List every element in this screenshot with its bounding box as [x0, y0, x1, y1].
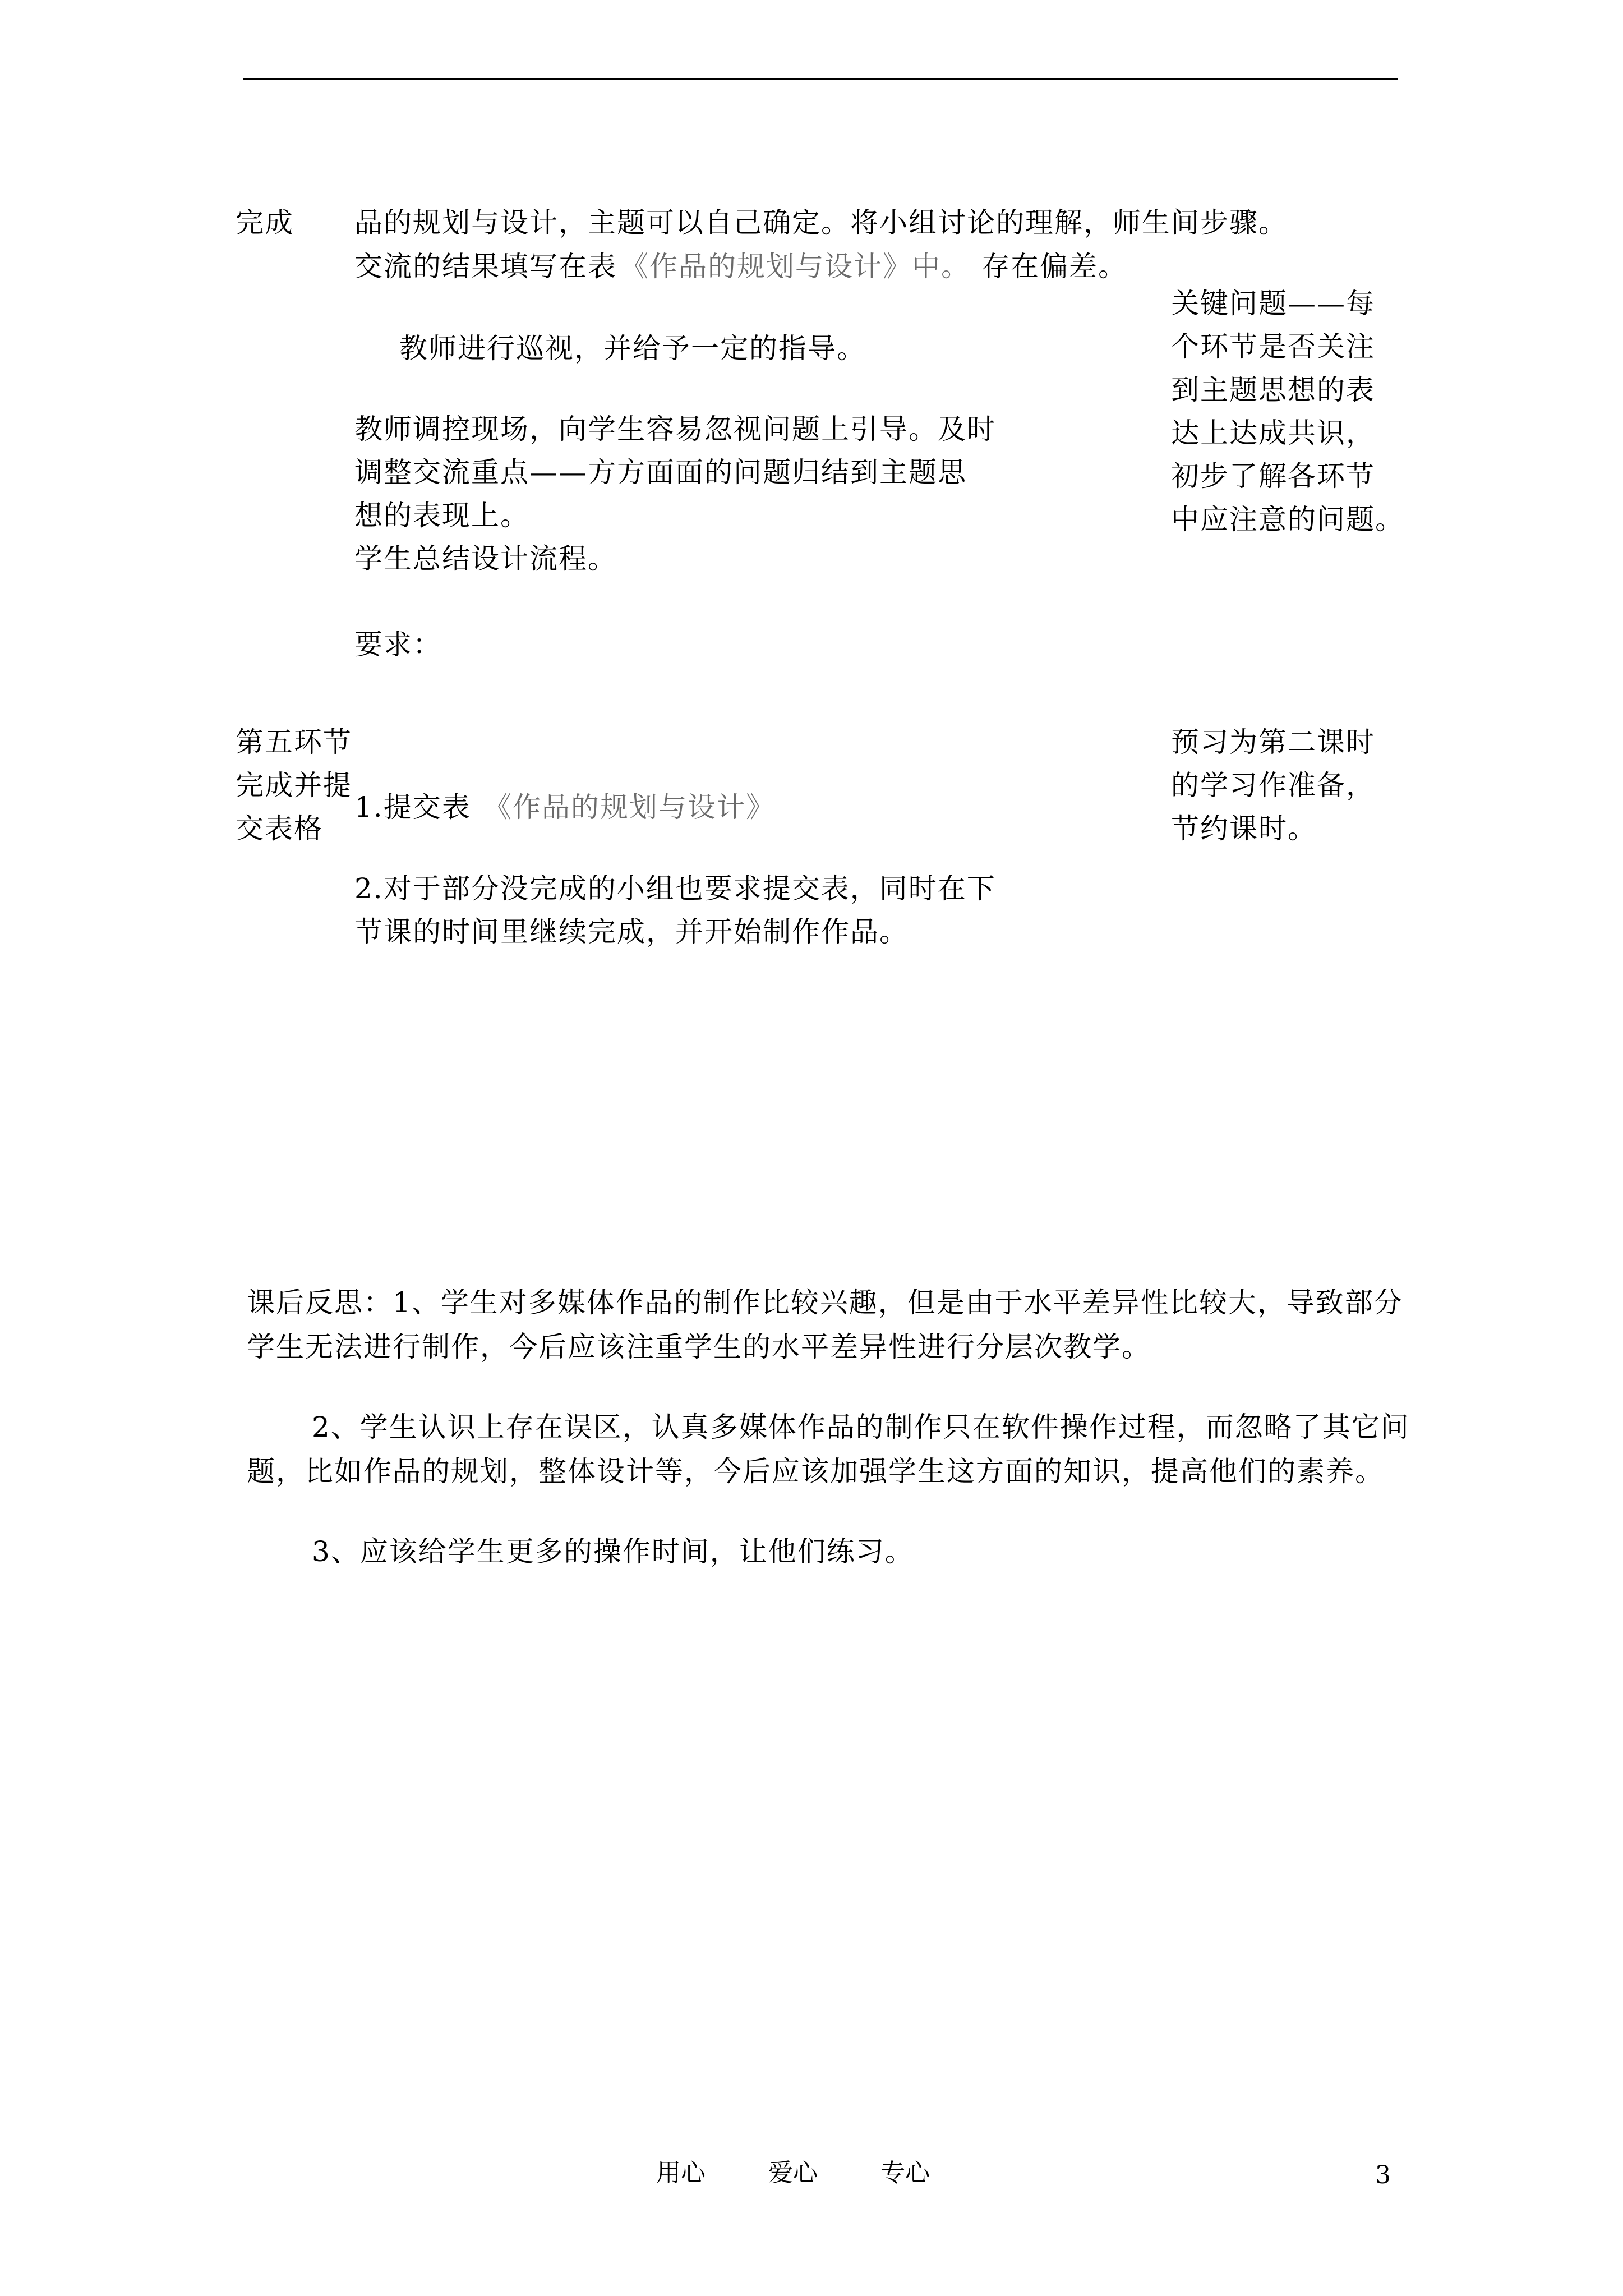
footer-motto-1: 用心 — [656, 2159, 706, 2187]
intent-line-5: 初步了解各环节 — [1171, 460, 1375, 493]
activity-line-1: 品的规划与设计，主题可以自己确定。将小组讨论的理解，师生间步骤。 — [354, 206, 1288, 239]
stage-5-line-2: 完成并提 — [236, 769, 352, 802]
footer-motto-3: 专心 — [880, 2159, 930, 2187]
footer-motto-2: 爱心 — [768, 2159, 818, 2187]
reflection-p1-line-1: 课后反思：1、学生对多媒体作品的制作比较兴趣，但是由于水平差异性比较大，导致部分 — [247, 1286, 1403, 1319]
step-2-line-2: 节课的时间里继续完成，并开始制作作品。 — [354, 915, 909, 948]
step-2-line-1: 2.对于部分没完成的小组也要求提交表，同时在下 — [354, 872, 996, 905]
stage-5-intent-line-3: 节约课时。 — [1171, 812, 1317, 845]
page-number: 3 — [1375, 2161, 1391, 2189]
intent-line-1: 关键问题——每 — [1171, 287, 1375, 320]
intent-line-6: 中应注意的问题。 — [1171, 503, 1404, 536]
teacher-control-line-3: 想的表现上。 — [354, 499, 529, 532]
teacher-patrol-text: 教师进行巡视，并给予一定的指导。 — [399, 332, 866, 365]
activity-line-2b-form-title: 《作品的规划与设计》中。 — [620, 250, 970, 283]
step-1-form-title: 《作品的规划与设计》 — [483, 791, 775, 823]
teacher-control-line-2: 调整交流重点——方方面面的问题归结到主题思 — [354, 456, 967, 489]
stage-5-intent-line-1: 预习为第二课时 — [1171, 726, 1375, 758]
stage-5-line-1: 第五环节 — [236, 726, 352, 758]
student-summary-text: 学生总结设计流程。 — [354, 542, 617, 575]
activity-line-2a: 交流的结果填写在表 — [354, 250, 617, 283]
reflection-p2-line-1: 2、学生认识上存在误区，认真多媒体作品的制作只在软件操作过程，而忽略了其它问 — [312, 1411, 1410, 1443]
intent-line-3: 到主题思想的表 — [1171, 374, 1375, 406]
stage-label-complete: 完成 — [236, 206, 294, 239]
step-1-label: 1.提交表 — [354, 791, 471, 823]
stage-5-line-3: 交表格 — [236, 812, 323, 845]
header-rule — [243, 78, 1398, 80]
reflection-p1-line-2: 学生无法进行制作，今后应该注重学生的水平差异性进行分层次教学。 — [247, 1331, 1151, 1363]
requirement-label: 要求： — [354, 628, 442, 661]
intent-line-4: 达上达成共识， — [1171, 417, 1375, 449]
reflection-p2-line-2: 题，比如作品的规划，整体设计等，今后应该加强学生这方面的知识，提高他们的素养。 — [247, 1455, 1384, 1488]
activity-line-2c: 存在偏差。 — [981, 250, 1127, 283]
intent-line-2: 个环节是否关注 — [1171, 330, 1375, 363]
teacher-control-line-1: 教师调控现场，向学生容易忽视问题上引导。及时 — [354, 413, 996, 445]
reflection-p3: 3、应该给学生更多的操作时间，让他们练习。 — [312, 1535, 914, 1568]
stage-5-intent-line-2: 的学习作准备， — [1171, 769, 1375, 802]
